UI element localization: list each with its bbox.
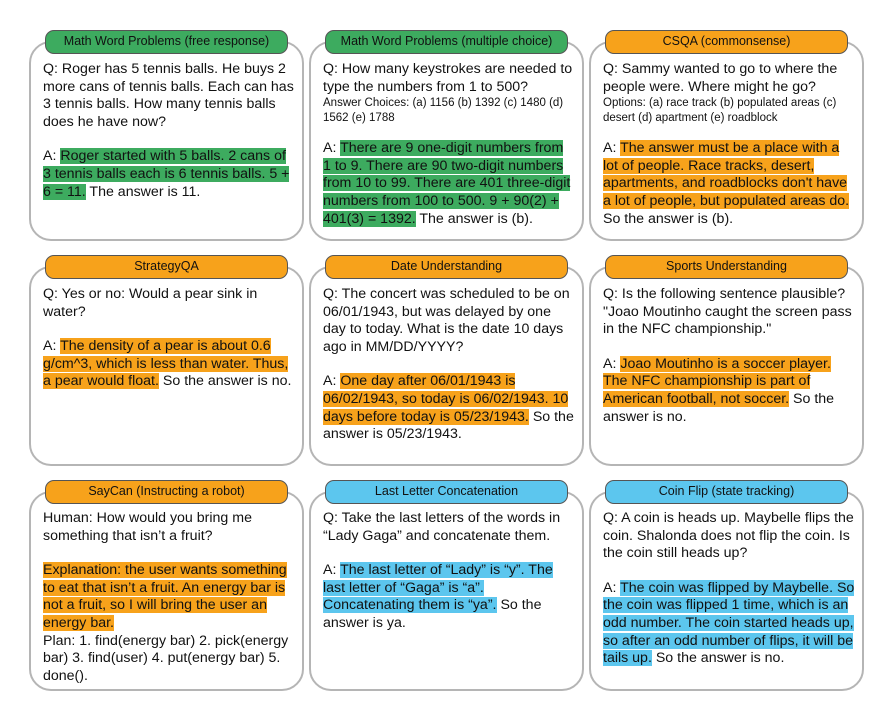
reasoning-highlight: There are 9 one-digit numbers from 1 to 9. There are 90 two-digit numbers from 10 to 99. There are 401 three-digit numbers from 100 to 500. 9 + 90(2) + 401(3) = 1392. [323, 140, 571, 227]
answer-text: A: One day after 06/01/1943 is 06/02/1943, so today is 06/02/1943. 10 days before today is 05/23/1943. So the answer is 05/23/1943. [323, 373, 574, 443]
card-body-strategyqa [43, 286, 295, 391]
answer-text: A: The density of a pear is about 0.6 g/cm^3, which is less than water. Thus, a pear would float. So the answer is no. [43, 338, 292, 390]
answer-text: A: The answer must be a place with a lot of people. Race tracks, desert, apartments, and roadblocks don't have a lot of people, but populated areas do. So the answer is (b). [603, 140, 850, 227]
answer-text: A: Roger started with 5 balls. 2 cans of 3 tennis balls each is 6 tennis balls. 5 + 6 = 11. The answer is 11. [43, 148, 290, 200]
reasoning-highlight: Explanation: the user wants something to eat that isn’t a fruit. An energy bar is not a fruit, so I will bring the user an energy bar. [43, 562, 287, 631]
question-text: Human: How would you bring me something that isn’t a fruit? [43, 510, 252, 544]
reasoning-highlight: The coin was flipped by Maybelle. So the coin was flipped 1 time, which is an odd number. The coin started heads up, so after an odd number of flips, it will be tails up. [603, 579, 855, 667]
card-body-date-understanding [323, 286, 575, 444]
card-title-coin-flip: Coin Flip (state tracking) [605, 480, 848, 504]
card-body-saycan [43, 510, 297, 685]
reasoning-highlight: The density of a pear is about 0.6 g/cm^3, which is less than water. Thus, a pear would float. [43, 338, 289, 390]
question-text: Q: Sammy wanted to go to where the people were. Where might he go? [603, 61, 838, 95]
question-text: Q: Yes or no: Would a pear sink in water? [43, 286, 258, 320]
card-title-strategyqa: StrategyQA [45, 255, 288, 279]
explanation-text [43, 562, 297, 632]
reasoning-highlight: The answer must be a place with a lot of people. Race tracks, desert, apartments, and roadblocks don't have a lot of people, but populated areas do. [603, 140, 850, 209]
card-title-math-multiple-choice: Math Word Problems (multiple choice) [325, 30, 568, 54]
card-body-math-multiple-choice [323, 61, 575, 228]
card-title-last-letter-concatenation: Last Letter Concatenation [325, 480, 568, 504]
answer-text: A: The coin was flipped by Maybelle. So the coin was flipped 1 time, which is an odd number. The coin started heads up, so after an odd number of flips, it will be tails up. So the answer is no. [603, 579, 855, 667]
reasoning-highlight: The last letter of “Lady” is “y”. The last letter of “Gaga” is “a”. Concatenating them is “ya”. [323, 562, 553, 614]
card-body-sports-understanding [603, 286, 857, 426]
card-body-last-letter-concatenation [323, 510, 575, 633]
card-title-saycan: SayCan (Instructing a robot) [45, 480, 288, 504]
plan-text: Plan: 1. find(energy bar) 2. pick(energy bar) 3. find(user) 4. put(energy bar) 5. done(). [43, 632, 289, 684]
options-text: Options: (a) race track (b) populated areas (c) desert (d) apartment (e) roadblock [603, 97, 837, 125]
answer-text: A: Joao Moutinho is a soccer player. The NFC championship is part of American football, not soccer. So the answer is no. [603, 355, 835, 425]
card-body-csqa [603, 61, 857, 228]
card-title-date-understanding: Date Understanding [325, 255, 568, 279]
question-text: Q: Take the last letters of the words in “Lady Gaga” and concatenate them. [323, 510, 561, 544]
answer-choices-text: Answer Choices: (a) 1156 (b) 1392 (c) 1480 (d) 1562 (e) 1788 [323, 97, 564, 125]
question-text: Q: A coin is heads up. Maybelle flips the coin. Shalonda does not flip the coin. Is the coin still heads up? [603, 510, 854, 562]
question-text: Q: The concert was scheduled to be on 06/01/1943, but was delayed by one day to today. What is the date 10 days ago in MM/DD/YYYY? [323, 286, 570, 355]
answer-text: A: There are 9 one-digit numbers from 1 to 9. There are 90 two-digit numbers from 10 to 99. There are 401 three-digit numbers from 100 to 500. 9 + 90(2) + 401(3) = 1392. The answer is (b). [323, 140, 571, 227]
reasoning-highlight: Joao Moutinho is a soccer player. The NFC championship is part of American football, not soccer. [603, 355, 831, 407]
card-title-math-free-response: Math Word Problems (free response) [45, 30, 288, 54]
reasoning-highlight: One day after 06/01/1943 is 06/02/1943, so today is 06/02/1943. 10 days before today is 05/23/1943. [323, 373, 569, 425]
card-title-sports-understanding: Sports Understanding [605, 255, 848, 279]
reasoning-highlight: Roger started with 5 balls. 2 cans of 3 tennis balls each is 6 tennis balls. 5 + 6 = 11. [43, 148, 290, 200]
card-body-coin-flip [603, 510, 857, 668]
card-body-math-free-response [43, 61, 295, 201]
question-text: Q: Roger has 5 tennis balls. He buys 2 more cans of tennis balls. Each can has 3 tennis balls. How many tennis balls does he have now? [43, 61, 294, 130]
question-text: Q: Is the following sentence plausible? "Joao Moutinho caught the screen pass in the NFC championship." [603, 286, 852, 338]
card-title-csqa: CSQA (commonsense) [605, 30, 848, 54]
answer-text: A: The last letter of “Lady” is “y”. The last letter of “Gaga” is “a”. Concatenating them is “ya”. So the answer is ya. [323, 562, 553, 631]
question-text: Q: How many keystrokes are needed to type the numbers from 1 to 500? [323, 61, 573, 95]
